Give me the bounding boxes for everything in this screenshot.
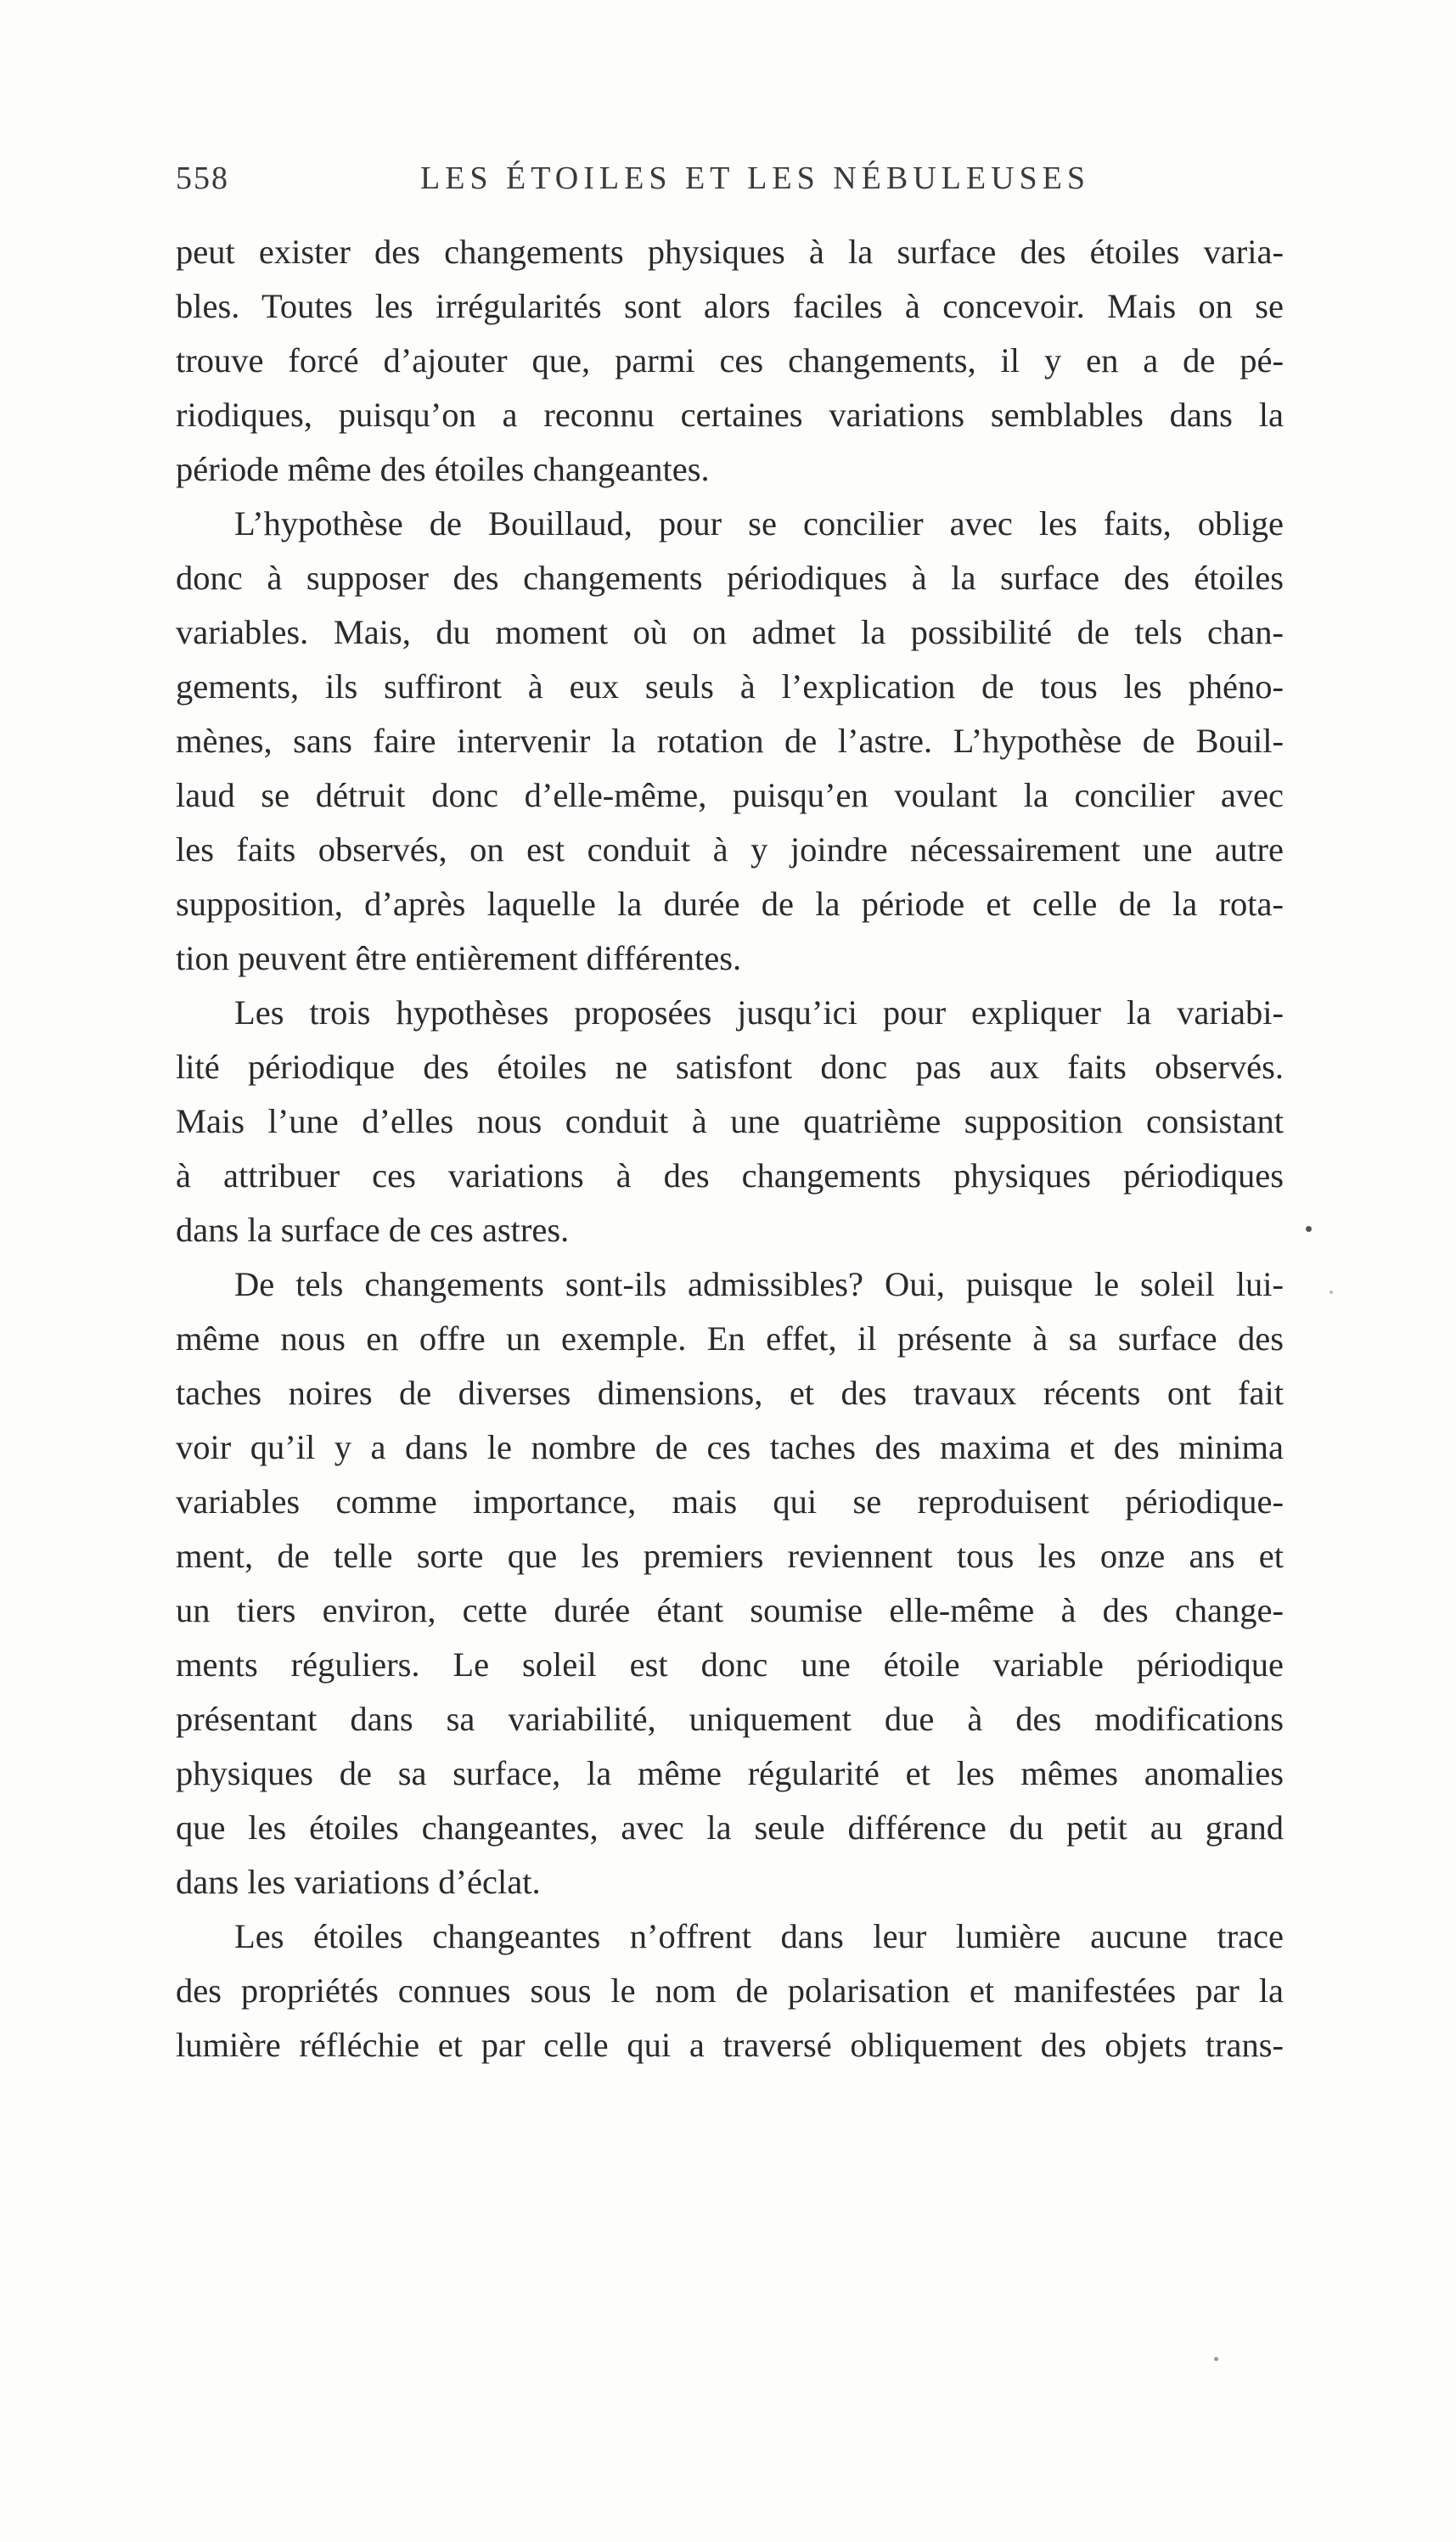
text-line: que les étoiles changeantes, avec la seule différence du petit au grand [176, 1808, 1284, 1847]
text-line: donc à supposer des changements périodiques à la surface des étoiles [176, 559, 1284, 597]
text-line: laud se détruit donc d’elle-même, puisqu’en voulant la concilier avec [176, 776, 1284, 814]
text-line: mènes, sans faire intervenir la rotation de l’astre. L’hypothèse de Bouil- [176, 722, 1284, 760]
margin-speck [1330, 1291, 1333, 1294]
text-line: tion peuvent être entièrement différentes. [176, 939, 742, 977]
text-line: Les étoiles changeantes n’offrent dans leur lumière aucune trace [234, 1917, 1284, 1955]
running-head [176, 160, 1322, 211]
text-line: physiques de sa surface, la même régularité et les mêmes anomalies [176, 1754, 1284, 1792]
text-line: riodiques, puisqu’on a reconnu certaines variations semblables dans la [176, 396, 1284, 434]
text-line: à attribuer ces variations à des changements physiques périodiques [176, 1156, 1284, 1195]
text-line: variables. Mais, du moment où on admet la possibilité de tels chan- [176, 613, 1284, 651]
text-line: même nous en offre un exemple. En effet, il présente à sa surface des [176, 1319, 1284, 1358]
text-line: gements, ils suffiront à eux seuls à l’explication de tous les phéno- [176, 667, 1284, 706]
text-line: supposition, d’après laquelle la durée de la période et celle de la rota- [176, 885, 1284, 923]
page-number: 558 [176, 160, 229, 196]
text-line: De tels changements sont-ils admissibles? Oui, puisque le soleil lui- [234, 1265, 1284, 1303]
text-line: dans les variations d’éclat. [176, 1863, 541, 1901]
text-line: bles. Toutes les irrégularités sont alors faciles à concevoir. Mais on se [176, 287, 1284, 325]
text-line: lumière réfléchie et par celle qui a traversé obliquement des objets trans- [176, 2026, 1284, 2064]
text-line: voir qu’il y a dans le nombre de ces taches des maxima et des minima [176, 1428, 1284, 1466]
running-title: LES ÉTOILES ET LES NÉBULEUSES [420, 160, 1091, 196]
text-line: trouve forcé d’ajouter que, parmi ces changements, il y en a de pé- [176, 341, 1284, 380]
text-line: présentant dans sa variabilité, uniquement due à des modifications [176, 1700, 1284, 1738]
text-line: les faits observés, on est conduit à y joindre nécessairement une autre [176, 830, 1284, 869]
margin-speck [1214, 2357, 1218, 2361]
text-line: L’hypothèse de Bouillaud, pour se concilier avec les faits, oblige [234, 504, 1284, 543]
text-line: peut exister des changements physiques à la surface des étoiles varia- [176, 233, 1284, 271]
text-line: ment, de telle sorte que les premiers reviennent tous les onze ans et [176, 1537, 1284, 1575]
text-line: lité périodique des étoiles ne satisfont donc pas aux faits observés. [176, 1048, 1284, 1086]
text-line: période même des étoiles changeantes. [176, 450, 710, 488]
text-line: des propriétés connues sous le nom de polarisation et manifestées par la [176, 1971, 1284, 2010]
text-line: ments réguliers. Le soleil est donc une étoile variable périodique [176, 1645, 1284, 1684]
margin-speck [1306, 1226, 1312, 1232]
text-line: taches noires de diverses dimensions, et des travaux récents ont fait [176, 1374, 1284, 1412]
text-line: dans la surface de ces astres. [176, 1211, 570, 1249]
text-line: Mais l’une d’elles nous conduit à une quatrième supposition consistant [176, 1102, 1284, 1140]
text-line: variables comme importance, mais qui se reproduisent périodique- [176, 1482, 1284, 1521]
text-line: Les trois hypothèses proposées jusqu’ici pour expliquer la variabi- [234, 993, 1284, 1032]
text-line: un tiers environ, cette durée étant soumise elle-même à des change- [176, 1591, 1284, 1629]
body-text [176, 225, 1284, 2072]
